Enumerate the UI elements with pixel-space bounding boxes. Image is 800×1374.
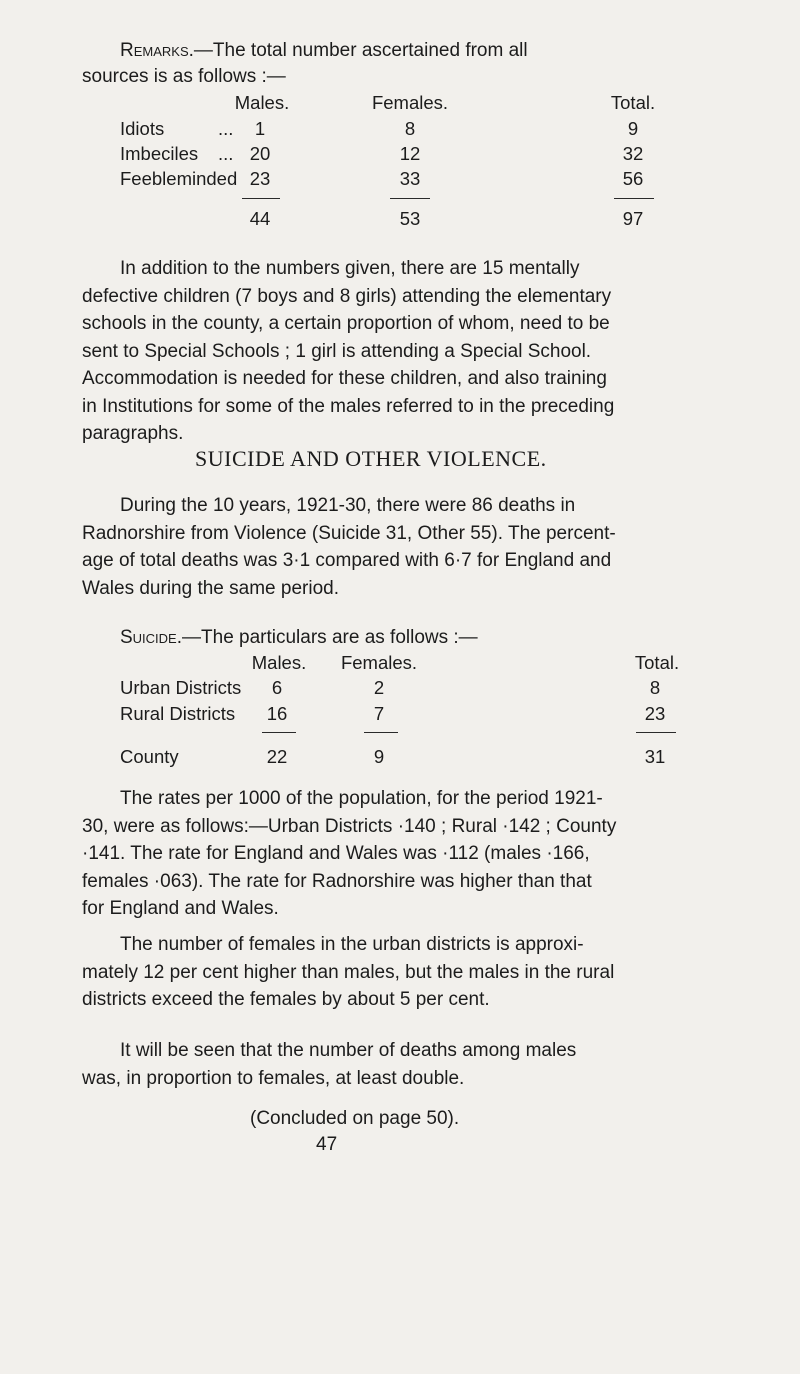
paragraph-urban-rural	[82, 931, 740, 1014]
leader-dots: ...	[218, 118, 234, 139]
concluded-note: (Concluded on page 50).	[250, 1108, 460, 1129]
total-total: 97	[622, 208, 644, 229]
text-line: During the 10 years, 1921-30, there were 86 deaths in	[120, 495, 576, 516]
text-line: Radnorshire from Violence (Suicide 31, Other 55). The percent-	[82, 522, 616, 544]
cell-males: 16	[266, 703, 288, 724]
section-heading: SUICIDE AND OTHER VIOLENCE.	[195, 446, 547, 471]
text-line: The number of females in the urban districts is approxi-	[120, 934, 584, 955]
row-label: County	[120, 746, 179, 767]
cell-males: 6	[271, 677, 283, 698]
row-label: Urban Districts	[120, 677, 242, 698]
text-line: The rates per 1000 of the population, for the period 1921-	[120, 788, 603, 809]
cell-total: 23	[644, 703, 666, 724]
total-females: 9	[373, 746, 385, 767]
page-number: 47	[316, 1134, 338, 1155]
cell-total: 9	[627, 118, 639, 139]
cell-total: 8	[649, 677, 661, 698]
text-line: for England and Wales.	[82, 898, 279, 919]
cell-total: 32	[622, 143, 644, 164]
suicide-intro	[120, 627, 478, 649]
cell-females: 8	[404, 118, 416, 139]
sum-rule	[262, 732, 296, 733]
cell-females: 33	[399, 168, 421, 189]
cell-total: 56	[622, 168, 644, 189]
row-label: Idiots	[120, 118, 165, 139]
remarks-intro-line2: sources is as follows :—	[82, 66, 286, 87]
sum-rule	[364, 732, 398, 733]
table2-header-females: Females.	[340, 652, 418, 673]
suicide-intro-text: —The particulars are as follows :—	[182, 627, 478, 648]
cell-females: 2	[373, 677, 385, 698]
text-line: schools in the county, a certain proportion of whom, need to be	[82, 313, 610, 334]
paragraph-additional-children	[82, 255, 730, 448]
sum-rule	[390, 198, 430, 199]
paragraph-male-deaths	[82, 1037, 740, 1092]
sum-rule	[636, 732, 676, 733]
remarks-label: Remarks.	[120, 40, 194, 61]
row-label: Imbeciles	[120, 143, 199, 164]
text-line: ·141. The rate for England and Wales was ·112 (males ·166,	[82, 843, 590, 864]
text-line: defective children (7 boys and 8 girls) attending the elementary	[82, 285, 612, 307]
remarks-intro	[120, 40, 528, 62]
text-line: Wales during the same period.	[82, 577, 339, 599]
remarks-intro-text: —The total number ascertained from all	[193, 40, 528, 61]
cell-males: 20	[249, 143, 271, 164]
text-line: In addition to the numbers given, there are 15 mentally	[120, 258, 580, 279]
text-line: 30, were as follows:—Urban Districts ·140 ; Rural ·142 ; County	[82, 815, 617, 837]
total-males: 44	[249, 208, 271, 229]
cell-females: 12	[399, 143, 421, 164]
text-line: females ·063). The rate for Radnorshire was higher than that	[82, 870, 592, 892]
row-label: Rural Districts	[120, 703, 236, 724]
suicide-label: Suicide.	[120, 627, 183, 648]
text-line: Accommodation is needed for these children, and also training	[82, 368, 607, 389]
cell-females: 7	[373, 703, 385, 724]
table2-header-males: Males.	[251, 652, 307, 673]
cell-males: 1	[254, 118, 266, 139]
text-line: districts exceed the females by about 5 per cent.	[82, 989, 490, 1010]
sum-rule	[614, 198, 654, 199]
sum-rule	[242, 198, 280, 199]
table2-header-total: Total.	[634, 652, 680, 673]
text-line: paragraphs.	[82, 423, 184, 444]
leader-dots: ...	[218, 143, 234, 164]
text-line: age of total deaths was 3·1 compared with 6·7 for England and	[82, 550, 612, 571]
total-females: 53	[399, 208, 421, 229]
table1-header-total: Total.	[610, 92, 656, 113]
paragraph-violence-deaths	[82, 492, 730, 602]
table1-header-females: Females.	[371, 92, 449, 113]
text-line: It will be seen that the number of deaths among males	[120, 1040, 577, 1061]
paragraph-rates	[82, 785, 740, 923]
row-label: Feebleminded	[120, 168, 238, 189]
table1-header-males: Males.	[234, 92, 290, 113]
text-line: mately 12 per cent higher than males, but the males in the rural	[82, 961, 615, 983]
text-line: sent to Special Schools ; 1 girl is attending a Special School.	[82, 340, 592, 362]
cell-males: 23	[249, 168, 271, 189]
total-males: 22	[266, 746, 288, 767]
total-total: 31	[644, 746, 666, 767]
text-line: in Institutions for some of the males referred to in the preceding	[82, 395, 615, 417]
text-line: was, in proportion to females, at least double.	[82, 1067, 465, 1089]
